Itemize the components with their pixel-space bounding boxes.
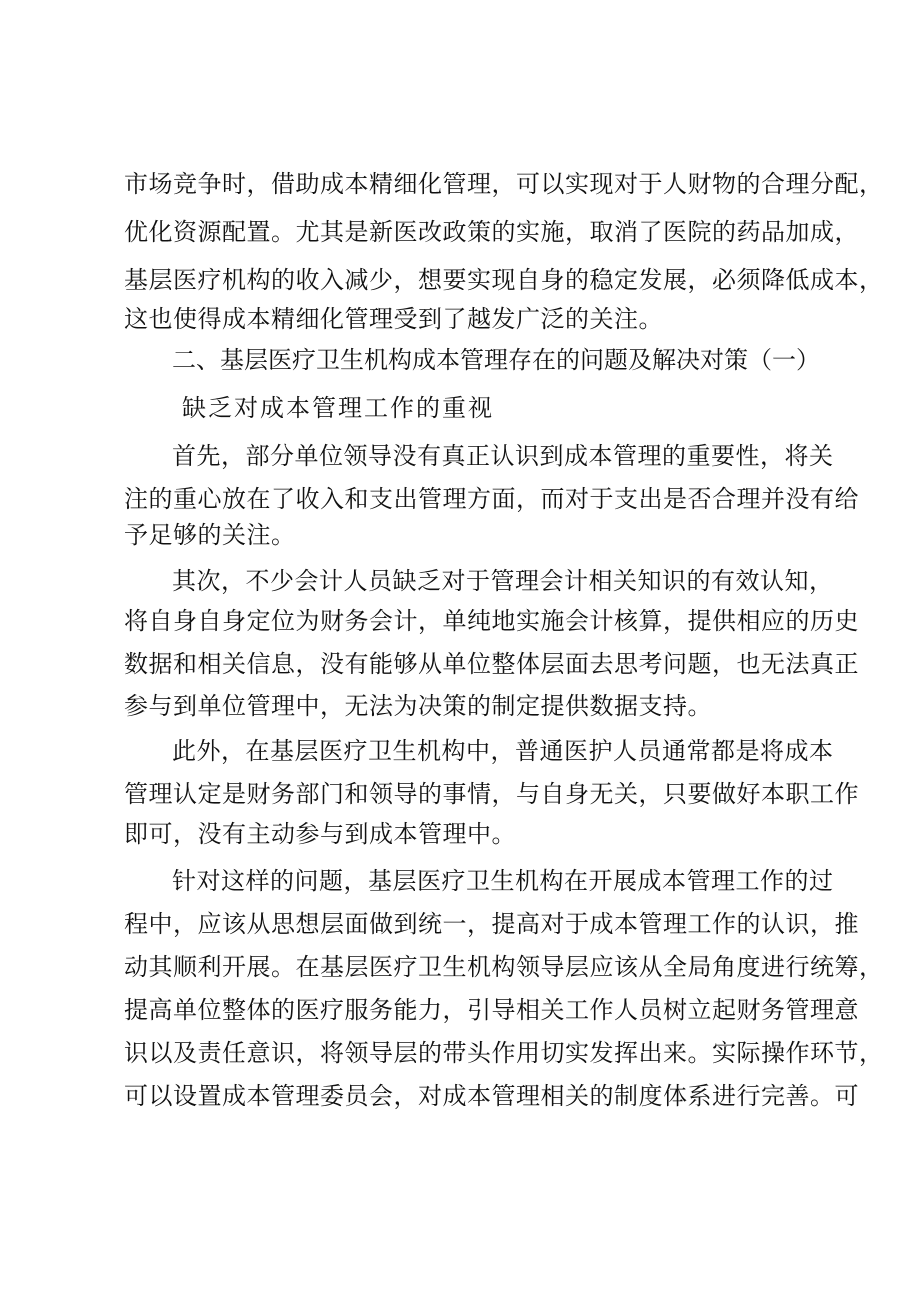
body-text-line: 优化资源配置。尤其是新医改政策的实施，取消了医院的药品加成， xyxy=(124,218,859,246)
body-text-line: 将自身自身定位为财务会计，单纯地实施会计核算，提供相应的历史 xyxy=(124,607,859,635)
body-text-line: 基层医疗机构的收入减少，想要实现自身的稳定发展，必须降低成本， xyxy=(124,266,884,294)
body-text-line: 管理认定是财务部门和领导的事情，与自身无关，只要做好本职工作 xyxy=(124,780,859,808)
body-text-line: 注的重心放在了收入和支出管理方面，而对于支出是否合理并没有给 xyxy=(124,485,859,513)
body-text-line: 提高单位整体的医疗服务能力，引导相关工作人员树立起财务管理意 xyxy=(124,996,859,1024)
body-text-line: 动其顺利开展。在基层医疗卫生机构领导层应该从全局角度进行统筹， xyxy=(124,953,884,981)
subsection-heading: 缺乏对成本管理工作的重视 xyxy=(182,394,494,422)
body-text-line: 参与到单位管理中，无法为决策的制定提供数据支持。 xyxy=(124,692,712,720)
body-text-line: 即可，没有主动参与到成本管理中。 xyxy=(124,820,516,848)
body-text-line: 首先，部分单位领导没有真正认识到成本管理的重要性，将关 xyxy=(172,442,834,470)
body-text-line: 此外，在基层医疗卫生机构中，普通医护人员通常都是将成本 xyxy=(172,737,834,765)
body-text-line: 市场竞争时，借助成本精细化管理，可以实现对于人财物的合理分配， xyxy=(124,170,884,198)
body-text-line: 这也使得成本精细化管理受到了越发广泛的关注。 xyxy=(124,305,663,333)
section-heading: 二、基层医疗卫生机构成本管理存在的问题及解决对策（一） xyxy=(172,346,820,374)
body-text-line: 予足够的关注。 xyxy=(124,521,296,549)
body-text-line: 识以及责任意识，将领导层的带头作用切实发挥出来。实际操作环节， xyxy=(124,1039,884,1067)
body-text-line: 针对这样的问题，基层医疗卫生机构在开展成本管理工作的过 xyxy=(172,867,834,895)
body-text-line: 可以设置成本管理委员会，对成本管理相关的制度体系进行完善。可 xyxy=(124,1082,859,1110)
body-text-line: 程中，应该从思想层面做到统一，提高对于成本管理工作的认识，推 xyxy=(124,910,859,938)
body-text-line: 数据和相关信息，没有能够从单位整体层面去思考问题，也无法真正 xyxy=(124,650,859,678)
body-text-line: 其次，不少会计人员缺乏对于管理会计相关知识的有效认知， xyxy=(172,567,834,595)
